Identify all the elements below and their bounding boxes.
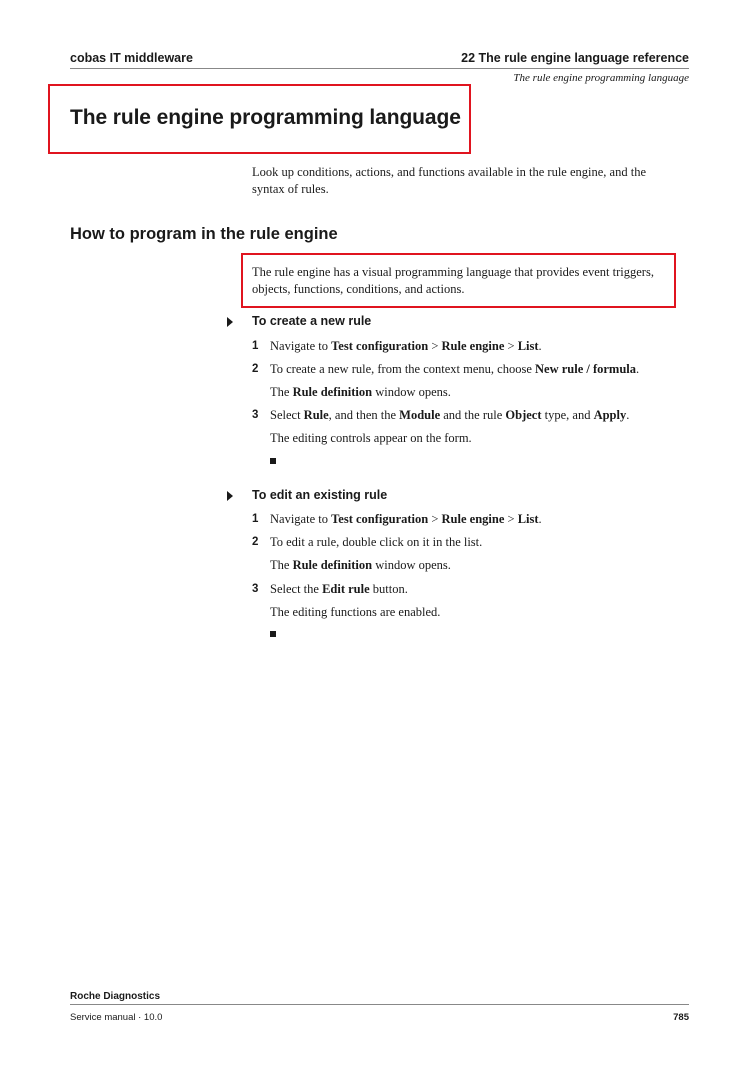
section-description: The rule engine has a visual programming language that provides event triggers, objects, functions, conditions, and actions.: [252, 265, 654, 296]
step-text: Select the Edit rule button.: [270, 582, 408, 596]
ui-term: Rule definition: [292, 558, 373, 572]
ui-term: List: [517, 512, 539, 526]
ui-term: Test configuration: [331, 339, 429, 353]
procedure-arrow-icon: [227, 317, 233, 327]
page-title: The rule engine programming language: [70, 106, 461, 129]
step-number: 2: [252, 363, 259, 375]
ui-term: Rule engine: [441, 512, 505, 526]
step-number: 2: [252, 536, 259, 548]
header-divider: [70, 68, 689, 69]
ui-term: Apply: [593, 408, 627, 422]
footer-manual: Service manual · 10.0: [70, 1012, 163, 1023]
ui-term: Rule definition: [292, 385, 373, 399]
section-heading: How to program in the rule engine: [70, 225, 338, 243]
header-section: The rule engine programming language: [513, 72, 689, 84]
step-text: To edit a rule, double click on it in the list.: [270, 535, 483, 549]
step-text: Navigate to Test configuration > Rule engine > List.: [270, 339, 542, 353]
footer-page-number: 785: [673, 1012, 689, 1023]
header-product: cobas IT middleware: [70, 51, 193, 65]
ui-term: List: [517, 339, 539, 353]
step-number: 1: [252, 340, 259, 352]
header-chapter: 22 The rule engine language reference: [461, 51, 689, 65]
step-result: The Rule definition window opens.: [270, 558, 451, 572]
footer-divider: [70, 1004, 689, 1005]
step-result: The Rule definition window opens.: [270, 385, 451, 399]
step-number: 3: [252, 583, 259, 595]
procedure-arrow-icon: [227, 491, 233, 501]
procedure-end-marker: [270, 458, 276, 464]
step-text: Navigate to Test configuration > Rule engine > List.: [270, 512, 542, 526]
intro-paragraph: Look up conditions, actions, and functions available in the rule engine, and the syntax of rules.: [252, 165, 646, 196]
step-number: 3: [252, 409, 259, 421]
procedure-end-marker: [270, 631, 276, 637]
ui-term: Module: [399, 408, 441, 422]
ui-term: Edit rule: [322, 582, 370, 596]
ui-term: Object: [505, 408, 542, 422]
step-text: Select Rule, and then the Module and the rule Object type, and Apply.: [270, 408, 630, 422]
ui-term: Rule: [303, 408, 329, 422]
step-result: The editing functions are enabled.: [270, 605, 441, 619]
procedure-title-edit: To edit an existing rule: [252, 488, 388, 502]
procedure-title-create: To create a new rule: [252, 314, 372, 328]
step-text: To create a new rule, from the context menu, choose New rule / formula.: [270, 362, 640, 376]
step-result: The editing controls appear on the form.: [270, 431, 472, 445]
ui-term: Rule engine: [441, 339, 505, 353]
step-number: 1: [252, 513, 259, 525]
footer-company: Roche Diagnostics: [70, 991, 161, 1002]
ui-term: New rule / formula: [535, 362, 637, 376]
ui-term: Test configuration: [331, 512, 429, 526]
